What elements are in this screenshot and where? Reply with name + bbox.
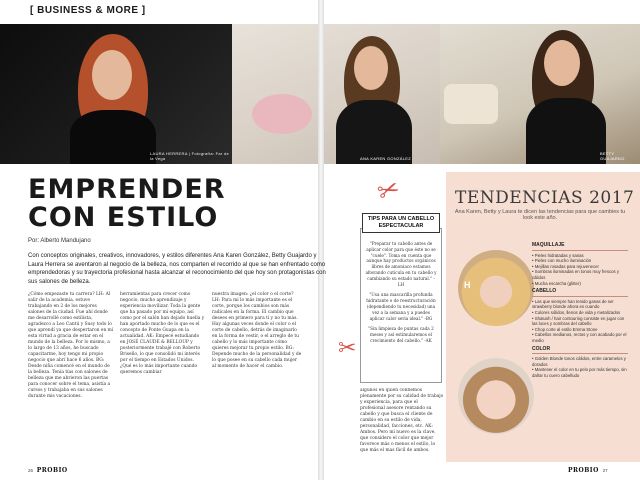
body-shape [526, 98, 606, 164]
photo-ana-karen [232, 24, 440, 164]
list-item: • Mucha escarcha (glitter) [532, 280, 581, 286]
portrait-circle-makeup [458, 358, 534, 434]
section-cabello [532, 289, 628, 343]
article-intro: Con conceptos originales, creativos, innovadores, y estilos diferentes Ana Karen González, Betty Guajardo y Laura Herrera se aventaron al negocio de la belleza, nos comparten el recorrido al que se han enfrentado como emprendedoras y su trayectoria profesional hasta alcanzar el reconocimiento del que hoy son protagonistas con sus salones de belleza. [28, 253, 326, 285]
section-rule [532, 353, 628, 354]
list-item: • Pieles con mucho iluminación [532, 258, 592, 264]
section-color [532, 347, 628, 379]
photo-laura [0, 24, 232, 164]
list-item: • Mejillas rosadas para rejuvenecer [532, 263, 599, 269]
title-line-2: CON ESTILO [28, 202, 219, 233]
brand-logo-right: PROBIO [568, 467, 599, 474]
byline: Por: Alberto Mandujano [28, 238, 91, 244]
photo-caption-mid: ANA KAREN GONZÁLEZ [360, 156, 411, 161]
list-item: • Cabellos medianos, rectos y con acabado por el medio [532, 332, 627, 343]
footer-left [28, 467, 68, 474]
tendencias-subtitle: Ana Karen, Betty y Laura te dicen las tendencias para que cambies tu look este año. [454, 209, 626, 221]
page-number-left: 26 [28, 468, 34, 473]
article-column-3: nuestra imagen: ¿el color o el corte? LH: Para mí lo más importante es el corte, porque los cambios son más radicales en la forma. El cambio que desees en primero para tí y no tu más. Hay algunas veces donde el color o el corte de cabello, detrás de imaginarlo en la forma de vestir, o el arreglo de tu cabello y lo más importante cómo quieres mejorar tu propio estilo. BG: Depende mucho de la personalidad y de lo que posee en su cabello cada mujer al momento de hacer el cambio. [212, 292, 302, 369]
face-shape [92, 50, 132, 100]
brand-logo-left: PROBIO [36, 467, 68, 474]
page-gutter [318, 0, 324, 480]
photo-betty [440, 24, 640, 164]
flowers-shape [252, 94, 312, 134]
article-title [28, 176, 226, 232]
scissors-icon: ✂ [338, 336, 357, 361]
section-header: CABELLO [532, 288, 557, 295]
footer-right [568, 467, 608, 474]
list-item: • Shatush / hair contouring consiste en jugar con las luces y sombras del cabello [532, 315, 625, 327]
tips-header: TIPS PARA UN CABELLO ESPECTACULAR [362, 213, 440, 233]
tip-2: "Usa una mascarilla profunda hidratante o de reestructuración (dependiendo tu necesidad) una vez a la semana y a puedes aplicar calor seria ideal." -BG [366, 292, 436, 321]
article-column-1: ¿Cómo empezaste tu carrera? LH: Al salir de la academia, estuve trabajando en 2 de los mejores salones de la ciudad. Fue ahí donde me desarrollé como estilista, agradezco a Leo Cantú y Susy todo lo que aprendí ya que despertaron en mí esta virtud a gracia de estar en el mundo de la belleza. Por lo mismo, a lo largo de 13 años, he buscado capacitarme, hoy tengo mi propio negocio que abrí hace 6 años. BG: Desde niña comencé en el mundo de la belleza. Tenía tías con salones de belleza que me abrieron las puertas para conocer sobre el tema, asistía a cursos y trabajaba en sus salones durante mis vacaciones. [28, 292, 114, 399]
portrait-circle-blonde [458, 250, 534, 326]
body-shape [70, 110, 156, 164]
cake-shape [444, 84, 498, 124]
tip-3: "Sin limpieza de puntas cada 2 meses y así estimularemos el crecimiento del cabello." -AK [368, 326, 434, 343]
tips-box [360, 228, 442, 383]
section-header: COLOR [532, 345, 551, 352]
face-shape [544, 40, 580, 86]
tendencias-list [532, 240, 628, 378]
photo-caption-right: BETTY GUAJARDO [600, 151, 625, 161]
body-shape [336, 100, 412, 164]
list-item: • Golden Blonde tonos cálidos, entre caramelos y dorados [532, 356, 626, 367]
section-header: MAQUILLAJE [532, 242, 565, 248]
list-item: • Las que siempre han tenido ganas de ser strawberry blonde ahora es cuando [532, 298, 614, 310]
hairdryer-icon: ✂ [373, 173, 405, 209]
article-column-2: herramientas para crecer como negocio, mucho aprendizaje y experiencia movilizar. Toda la gente que ha pasado por mi equipo, así como por el salón han dejado huella y han aportado mucho de lo que es el concepto de Ponte Guapa en la actualidad. AK: Empecé estudiando en JOSÉ CLAUDE & BELLOUP y posteriormente trabajé con Roberto Briseño, lo que consolidó mi interés por el tiempo en Estados Unidos. ¿Qué es lo más importante cuando queremos cambiar [120, 292, 205, 375]
photo-caption-left: LAURA HERRERA | Fotografía: Far de la Vega [150, 151, 230, 161]
tendencias-title: TENDENCIAS 2017 [455, 188, 635, 208]
section-rule [532, 250, 628, 251]
section-rule [532, 296, 628, 297]
list-item: • Pieles hidratadas y sanas [532, 252, 584, 258]
face-shape [354, 46, 388, 90]
list-item: • Sombras iluminadas en tonos muy frescos y cálidos [532, 269, 620, 280]
tip-1: "Preparar tu cabello antes de aplicar color para que éste no se "cuele". Toma en cuenta que aunque hay productos orgánicos libres de amoniaco estamos alterando cutícula en tu cabello y cambiando su estado natural." -LH [365, 241, 437, 287]
list-item: • Mantener el color en tu pelo por más tiempo, sin dañar tu cuero cabelludo [532, 367, 627, 378]
circle-letter: H [464, 280, 471, 290]
page-number-right: 27 [602, 468, 608, 473]
section-tag: [ BUSINESS & MORE ] [30, 5, 146, 16]
list-item: • Colores sólidos, llenos de vida y metalizados [532, 309, 621, 315]
article-column-4: algunos en quien confiemos plenamente por su calidad de trabajo y experiencia, para que el profesional asesore rentando su cabello y que busca el cliente de cambio en su estilo de vida, personalidad, facciones, etc. AK: Ambos. Pero mi nuevo es la clave, que considero el color que mejor favorece más o menos el estilo, lo que más el mas fácil de ambos. [360, 388, 444, 453]
section-maquillaje [532, 243, 628, 286]
title-line-1: EMPRENDER [28, 174, 226, 205]
list-item: • Chop corte al estilo Emma Stone [532, 326, 598, 332]
